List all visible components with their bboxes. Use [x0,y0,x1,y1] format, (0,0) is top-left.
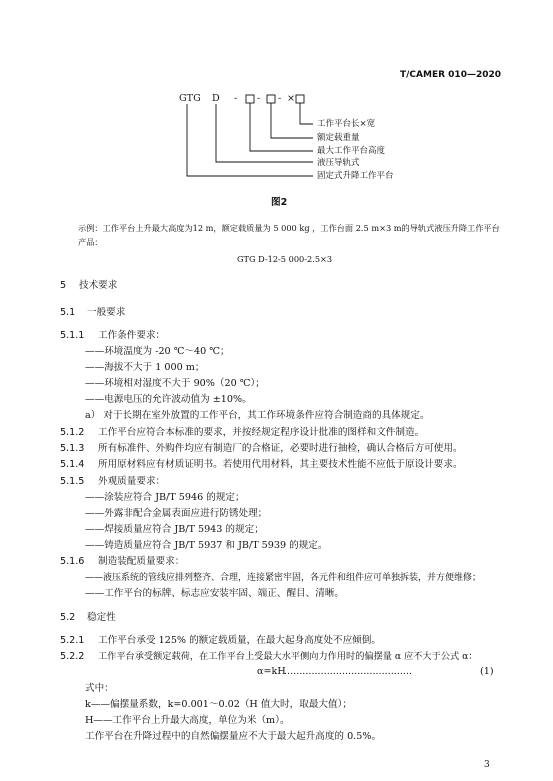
section-5-2-number: 5.2 [60,612,76,623]
formula-definition: k——偏摆量系数，k=0.001～0.02（H 值大时，取最大值）； [85,699,352,710]
list-item: ——工作平台的标牌、标志应安装牢固、端正、醒目、清晰。 [85,588,345,599]
list-item: ——外露非配合金属表面应进行防锈处理； [85,508,268,519]
example-line-1: 示例：工作平台上升最大高度为12 m，额定载质量为 5 000 kg ，工作台面 2.5 m×3 m的导轨式液压升降工作平台 [78,223,500,233]
section-5-1-number: 5.1 [60,307,76,318]
section-5-1-6-title: 制造装配质量要求： [98,556,185,567]
section-5-1-5-number: 5.1.5 [60,476,85,487]
section-5-1-6-number: 5.1.6 [60,556,85,567]
list-item: ——液压系统的管线应排列整齐、合理，连接紧密牢固，各元件和组件应可单独拆装，并方便维修； [85,573,482,583]
section-5-1-1-number: 5.1.1 [60,330,85,341]
section-5-1-2-number: 5.1.2 [60,427,85,438]
example-code: GTG D-12-5 000-2.5×3 [237,254,333,264]
section-5-1-4-text: 所用原材料应有材质证明书。若使用代用材料，其主要技术性能不应低于原设计要求。 [98,459,463,470]
section-5-2-1-text: 工作平台承受 125% 的额定载质量，在最大起身高度处不应倾倒。 [98,635,381,646]
section-5-1-1-title: 工作条件要求： [98,330,166,341]
label-fixed-lift: 固定式升降工作平台 [317,171,394,181]
list-item: ——环境温度为 -20 ℃～40 ℃； [85,346,230,357]
example-line-2: 产品： [78,237,103,247]
section-5-1-3-text: 所有标准件、外购件均应有制造厂的合格证，必要时进行抽检，确认合格后方可使用。 [98,443,463,454]
section-5-1-5-title: 外观质量要求： [98,476,166,487]
label-max-height: 最大工作平台高度 [317,146,386,156]
label-hydraulic-rail: 液压导轨式 [317,158,360,168]
code-box-separator: - [257,93,261,104]
label-platform-size: 工作平台长×宽 [317,119,376,129]
list-item: ——涂装应符合 JB/T 5946 的规定； [85,492,245,503]
section-5-title: 技术要求 [79,280,118,291]
formula-definition: H——工作平台上升最大高度，单位为米（m）。 [85,715,290,726]
formula-where: 式中： [85,683,114,694]
section-5-number: 5 [60,280,67,291]
formula-dots: .......................................... [284,666,413,677]
document-number: T/CAMER 010—2020 [400,70,501,80]
section-5-2-2-text: 工作平台承受额定载荷，在工作平台上受最大水平侧向力作用时的偏摆量 α 应不大于公式 α： [98,651,478,662]
code-box-3 [296,95,304,103]
code-box-separator-2: - [278,93,282,104]
section-5-2-2-number: 5.2.2 [60,651,85,662]
code-box-2 [267,95,275,103]
section-5-1-4-number: 5.1.4 [60,459,85,470]
section-5-2-2-note: 工作平台在升降过程中的自然偏摆量应不大于最大起升高度的 0.5%。 [85,731,382,742]
figure-caption: 图2 [271,197,288,208]
formula: α=kH [257,666,286,677]
list-item-a: a） 对于长期在室外放置的工作平台，其工作环境条件应符合制造商的具体规定。 [85,410,430,421]
section-5-1-2-text: 工作平台应符合本标准的要求，并按经规定程序设计批准的图样和文件制造。 [98,427,425,438]
page-number: 3 [484,760,490,770]
equation-number: (1) [480,666,494,677]
section-5-1-3-number: 5.1.3 [60,443,85,454]
code-d: D [212,93,220,104]
list-item: ——铸造质量应符合 JB/T 5937 和 JB/T 5939 的规定。 [85,540,328,551]
section-5-2-1-number: 5.2.1 [60,635,85,646]
list-item: ——焊接质量应符合 JB/T 5943 的规定； [85,524,264,535]
list-item: ——电源电压的允许波动值为 ±10%。 [85,394,252,405]
list-item: ——环境相对湿度不大于 90%（20 ℃）； [85,378,265,389]
section-5-2-title: 稳定性 [87,612,116,623]
list-item: ——海拔不大于 1 000 m； [85,362,205,373]
code-times: × [287,93,296,104]
code-box-1 [246,95,254,103]
code-gtg: GTG [179,93,201,104]
label-rated-load: 额定载重量 [317,133,360,143]
section-5-1-title: 一般要求 [87,307,126,318]
code-dash: - [234,93,238,104]
